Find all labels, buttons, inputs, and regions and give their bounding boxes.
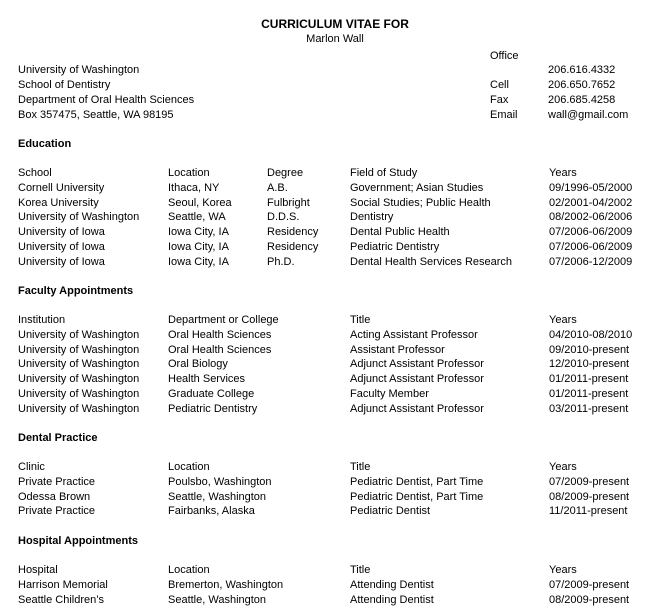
table-cell: University of Washington bbox=[18, 402, 140, 415]
table-cell: Adjunct Assistant Professor bbox=[350, 402, 484, 415]
address-line: Department of Oral Health Sciences bbox=[18, 93, 195, 106]
table-cell: 01/2011-present bbox=[549, 373, 629, 386]
table-cell: Cornell University bbox=[18, 182, 105, 194]
contact-value-fax: 206.685.4258 bbox=[548, 93, 616, 106]
column-header: Years bbox=[549, 167, 577, 180]
table-cell: Harrison Memorial bbox=[18, 578, 108, 591]
table-cell: Pediatric Dentistry bbox=[168, 402, 258, 415]
column-header: Title bbox=[350, 314, 371, 327]
section-heading-hospital-appointments: Hospital Appointments bbox=[18, 534, 138, 547]
table-cell: Oral Health Sciences bbox=[168, 343, 272, 356]
table-cell: Residency bbox=[267, 240, 319, 253]
author-name: Marlon Wall bbox=[306, 33, 364, 45]
contact-value-cell: 206.650.7652 bbox=[548, 79, 616, 92]
table-cell: University of Washington bbox=[18, 211, 140, 224]
section-heading-dental-practice: Dental Practice bbox=[18, 431, 98, 444]
table-cell: University of Washington bbox=[18, 387, 140, 400]
table-cell: 09/1996-05/2000 bbox=[549, 182, 633, 194]
faculty-appointments-table bbox=[18, 313, 670, 416]
table-cell: University of Washington bbox=[18, 343, 140, 356]
column-header: Years bbox=[549, 461, 577, 474]
dental-practice-table bbox=[18, 460, 670, 519]
table-cell: Seattle Children’s bbox=[18, 593, 105, 606]
contact-label-office: Office bbox=[490, 49, 519, 62]
table-cell: Iowa City, IA bbox=[168, 226, 229, 239]
education-table bbox=[18, 166, 670, 269]
column-header: Location bbox=[168, 461, 210, 474]
table-cell: Seattle, WA bbox=[168, 211, 226, 224]
table-cell: 12/2010-present bbox=[549, 358, 630, 371]
table-cell: University of Washington bbox=[18, 373, 140, 386]
address-line: School of Dentistry bbox=[18, 79, 111, 92]
table-cell: University of Iowa bbox=[18, 255, 105, 268]
table-cell: Government; Asian Studies bbox=[350, 182, 484, 194]
table-cell: 07/2006-06/2009 bbox=[549, 240, 633, 253]
table-cell: Seattle, Washington bbox=[168, 593, 267, 606]
table-cell: 07/2009-present bbox=[549, 476, 630, 488]
table-cell: 02/2001-04/2002 bbox=[549, 196, 633, 209]
table-cell: Faculty Member bbox=[350, 387, 429, 400]
column-header: Department or College bbox=[168, 314, 279, 327]
column-header: School bbox=[18, 167, 52, 180]
table-cell: Dental Health Services Research bbox=[350, 255, 513, 268]
table-cell: 01/2011-present bbox=[549, 387, 629, 400]
table-cell: University of Iowa bbox=[18, 226, 105, 239]
address-line: University of Washington bbox=[18, 64, 140, 77]
column-header: Title bbox=[350, 461, 371, 474]
table-cell: 11/2011-present bbox=[549, 505, 628, 518]
table-cell: Pediatric Dentist, Part Time bbox=[350, 490, 484, 503]
table-cell: Dentistry bbox=[350, 211, 394, 224]
spacer bbox=[548, 49, 670, 64]
column-header: Institution bbox=[18, 314, 66, 327]
table-cell: Social Studies; Public Health bbox=[350, 196, 491, 209]
table-cell: Pediatric Dentist bbox=[350, 505, 431, 518]
table-cell: Fairbanks, Alaska bbox=[168, 505, 255, 518]
table-cell: Health Services bbox=[168, 373, 246, 386]
table-cell: Private Practice bbox=[18, 476, 96, 488]
table-cell: Assistant Professor bbox=[350, 343, 445, 356]
table-cell: Poulsbo, Washington bbox=[168, 476, 272, 488]
table-cell: 03/2011-present bbox=[549, 402, 629, 415]
table-cell: Acting Assistant Professor bbox=[350, 329, 478, 341]
table-cell: 04/2010-08/2010 bbox=[549, 329, 633, 341]
table-cell: Iowa City, IA bbox=[168, 240, 229, 253]
table-cell: Korea University bbox=[18, 196, 99, 209]
table-cell: Graduate College bbox=[168, 387, 255, 400]
table-cell: Dental Public Health bbox=[350, 226, 450, 239]
table-cell: University of Iowa bbox=[18, 240, 105, 253]
table-cell: Iowa City, IA bbox=[168, 255, 229, 268]
contact-label-fax: Fax bbox=[490, 93, 509, 106]
table-cell: Ithaca, NY bbox=[168, 182, 220, 194]
column-header: Field of Study bbox=[350, 167, 418, 180]
contact-value-email: wall@gmail.com bbox=[548, 108, 629, 121]
document-title: CURRICULUM VITAE FOR bbox=[261, 17, 409, 31]
table-cell: Adjunct Assistant Professor bbox=[350, 358, 484, 371]
table-cell: Attending Dentist bbox=[350, 593, 434, 606]
table-cell: Seattle, Washington bbox=[168, 490, 267, 503]
table-cell: 07/2006-12/2009 bbox=[549, 255, 633, 268]
column-header: Location bbox=[168, 564, 210, 577]
contact-label-email: Email bbox=[490, 108, 518, 121]
table-cell: University of Washington bbox=[18, 358, 140, 371]
table-cell: 09/2010-present bbox=[549, 343, 630, 356]
table-cell: 07/2009-present bbox=[549, 578, 630, 591]
column-header: Years bbox=[549, 314, 577, 327]
table-cell: 07/2006-06/2009 bbox=[549, 226, 633, 239]
table-cell: Ph.D. bbox=[267, 255, 295, 268]
table-cell: Attending Dentist bbox=[350, 578, 434, 591]
section-heading-faculty-appointments: Faculty Appointments bbox=[18, 284, 134, 297]
table-cell: Pediatric Dentistry bbox=[350, 240, 440, 253]
table-cell: Fulbright bbox=[267, 196, 310, 209]
table-cell: Residency bbox=[267, 226, 319, 239]
table-cell: A.B. bbox=[267, 182, 288, 194]
column-header: Location bbox=[168, 167, 210, 180]
column-header: Years bbox=[549, 564, 577, 577]
table-cell: Odessa Brown bbox=[18, 490, 91, 503]
table-cell: Oral Biology bbox=[168, 358, 228, 371]
contact-label-cell: Cell bbox=[490, 79, 509, 92]
spacer bbox=[18, 49, 490, 64]
table-cell: 08/2002-06/2006 bbox=[549, 211, 633, 224]
column-header: Title bbox=[350, 564, 371, 577]
table-cell: University of Washington bbox=[18, 329, 140, 341]
table-cell: Pediatric Dentist, Part Time bbox=[350, 476, 484, 488]
table-cell: Oral Health Sciences bbox=[168, 329, 272, 341]
table-cell: Seoul, Korea bbox=[168, 196, 232, 209]
table-cell: 08/2009-present bbox=[549, 593, 630, 606]
hospital-appointments-table bbox=[18, 563, 670, 607]
contact-header bbox=[18, 49, 670, 123]
contact-value-office: 206.616.4332 bbox=[548, 64, 616, 77]
table-cell: Adjunct Assistant Professor bbox=[350, 373, 484, 386]
table-cell: 08/2009-present bbox=[549, 490, 630, 503]
table-cell: Private Practice bbox=[18, 505, 96, 518]
table-cell: Bremerton, Washington bbox=[168, 578, 284, 591]
spacer bbox=[490, 63, 548, 78]
address-line: Box 357475, Seattle, WA 98195 bbox=[18, 108, 174, 121]
column-header: Hospital bbox=[18, 564, 58, 577]
column-header: Clinic bbox=[18, 461, 45, 474]
section-heading-education: Education bbox=[18, 137, 72, 150]
table-cell: D.D.S. bbox=[267, 211, 300, 224]
column-header: Degree bbox=[267, 167, 304, 180]
